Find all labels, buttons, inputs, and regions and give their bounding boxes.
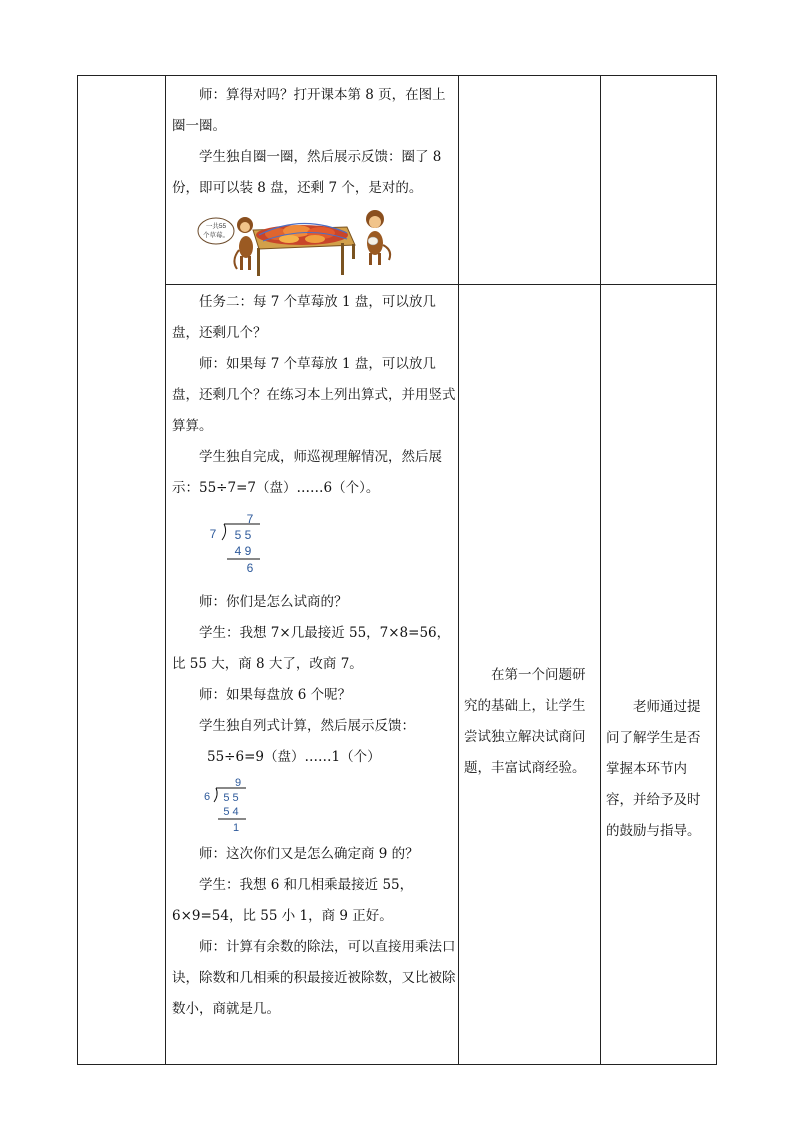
long-division-55-by-7 bbox=[200, 510, 270, 580]
row1-process-cell bbox=[172, 80, 456, 204]
dividend-digits: 5 5 bbox=[223, 792, 239, 804]
student-work-7: 学生独自完成，师巡视理解情况，然后展示：55÷7=7（盘）……6（个）。 bbox=[172, 449, 442, 496]
task-two-statement: 任务二：每 7 个草莓放 1 盘，可以放几盘，还剩几个？ bbox=[172, 294, 436, 341]
student-feedback-circle: 学生独自圈一圈，然后展示反馈：圈了 8 份，即可以装 8 盘，还剩 7 个，是对的。 bbox=[172, 149, 442, 196]
design-intent-cell bbox=[464, 660, 594, 784]
monkeys-strawberries-illustration bbox=[197, 205, 407, 280]
strawberry-pile bbox=[256, 223, 348, 245]
column-divider bbox=[458, 76, 459, 1064]
teacher-question-quotient-9: 师：这次你们又是怎么确定商 9 的？ bbox=[199, 846, 419, 862]
remainder-digit: 6 bbox=[246, 561, 254, 575]
evaluation-cell bbox=[606, 692, 712, 847]
teacher-question-circle: 师：算得对吗？打开课本第 8 页，在图上圈一圈。 bbox=[172, 87, 446, 134]
evaluation-text: 老师通过提问了解学生是否掌握本环节内容，并给予及时的鼓励与指导。 bbox=[606, 699, 701, 839]
row-divider bbox=[165, 284, 716, 285]
bubble-text-line1: 一共55 bbox=[205, 223, 227, 230]
row2-process-cell-continued bbox=[172, 587, 456, 773]
column-divider bbox=[600, 76, 601, 1064]
equation-55-div-6: 55÷6=9（盘）……1（个） bbox=[207, 749, 381, 765]
teacher-summary: 师：计算有余数的除法，可以直接用乘法口诀，除数和几相乘的积最接近被除数，又比被除数小，商就是几。 bbox=[172, 939, 456, 1017]
divisor-digit: 7 bbox=[209, 527, 217, 541]
teacher-question-trial-quotient: 师：你们是怎么试商的？ bbox=[199, 594, 348, 610]
teacher-question-7-per-plate: 师：如果每 7 个草莓放 1 盘，可以放几盘，还剩几个？在练习本上列出算式，并用竖式算算。 bbox=[172, 356, 456, 434]
row2-process-cell-end bbox=[172, 839, 456, 1025]
quotient-digit: 7 bbox=[246, 512, 254, 526]
product-digits: 4 9 bbox=[234, 544, 252, 558]
dividend-digits: 5 5 bbox=[234, 528, 252, 542]
product-digits: 5 4 bbox=[223, 806, 239, 818]
student-answer-7: 学生：我想 7×几最接近 55，7×8=56，比 55 大，商 8 大了，改商 7。 bbox=[172, 625, 451, 672]
design-intent-text: 在第一个问题研究的基础上，让学生尝试独立解决试商问题，丰富试商经验。 bbox=[464, 667, 586, 776]
student-work-6: 学生独自列式计算，然后展示反馈： bbox=[199, 718, 415, 734]
bubble-text-line2: 个草莓。 bbox=[203, 232, 229, 239]
right-monkey-figure bbox=[366, 210, 390, 265]
column-divider bbox=[165, 76, 166, 1064]
row2-process-cell bbox=[172, 287, 456, 504]
quotient-digit: 9 bbox=[234, 777, 242, 789]
teacher-question-6-per-plate: 师：如果每盘放 6 个呢？ bbox=[199, 687, 352, 703]
remainder-digit: 1 bbox=[232, 822, 240, 834]
long-division-55-by-6 bbox=[198, 775, 258, 837]
left-monkey-figure bbox=[234, 217, 253, 270]
student-answer-9: 学生：我想 6 和几相乘最接近 55，6×9=54，比 55 小 1，商 9 正好。 bbox=[172, 877, 414, 924]
divisor-digit: 6 bbox=[203, 791, 211, 803]
